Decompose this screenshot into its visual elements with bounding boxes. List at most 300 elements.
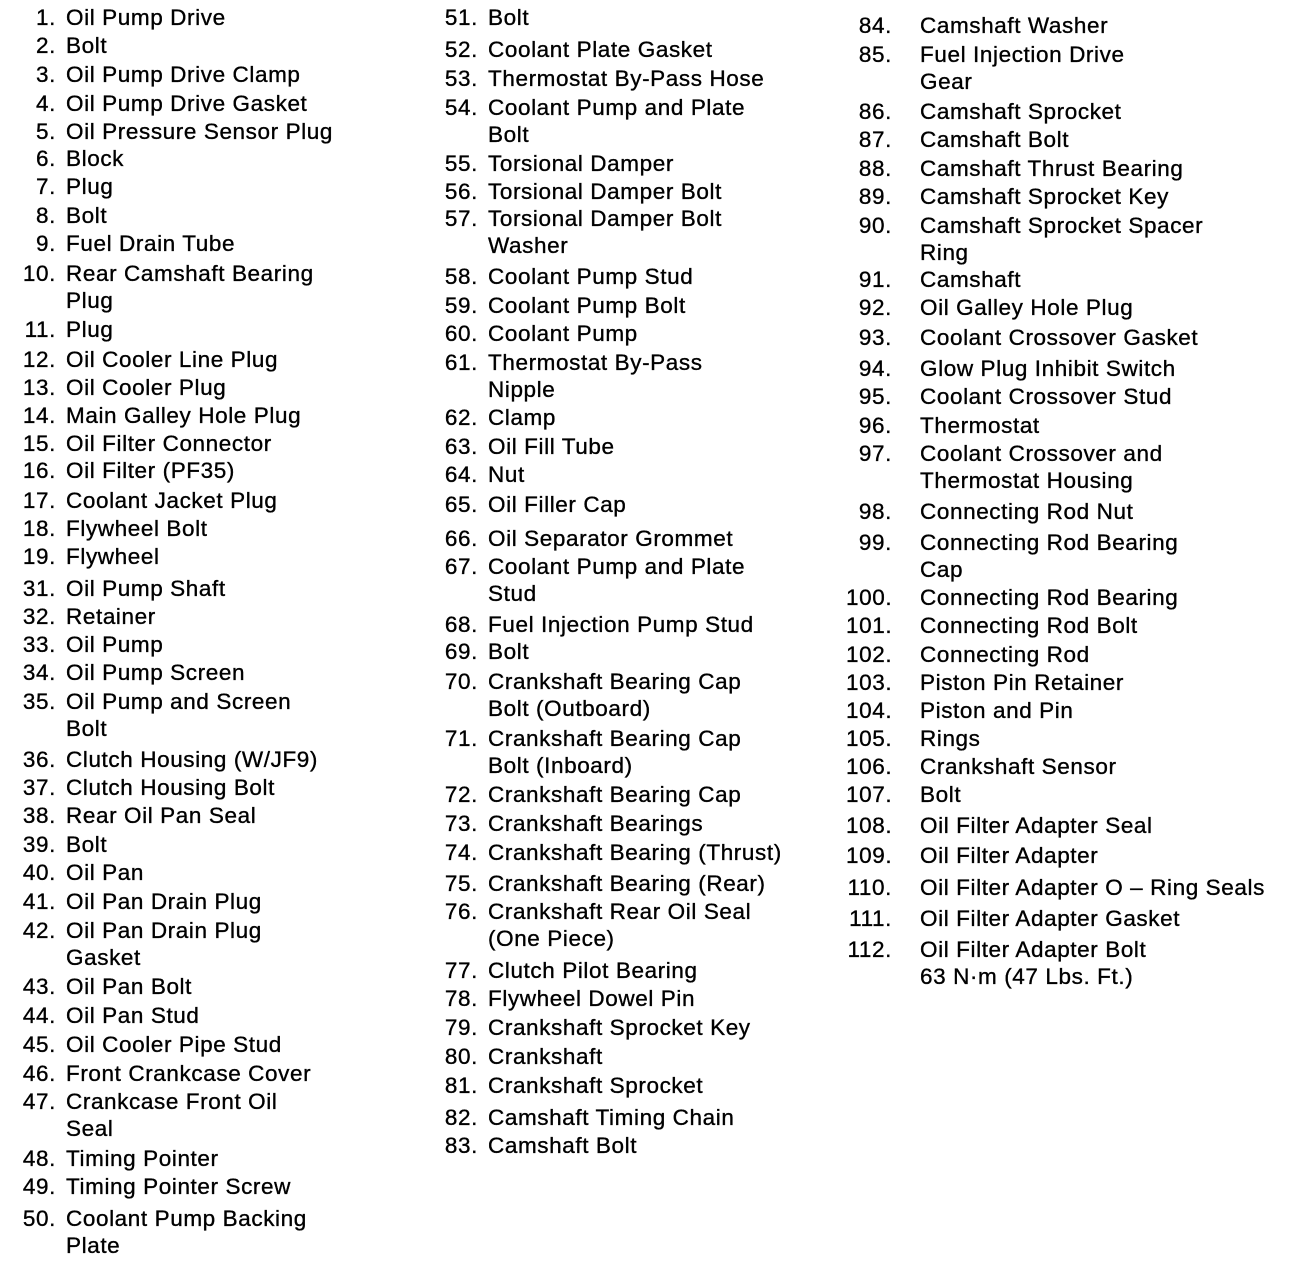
item-number: 99. [858, 530, 892, 555]
item-description-line: Torsional Damper Bolt [488, 179, 722, 204]
item-description [66, 173, 113, 200]
item-description [66, 202, 107, 229]
item-description [488, 178, 722, 205]
item-description-line: Oil Pump Screen [66, 660, 246, 685]
item-number: 104. [846, 698, 893, 723]
item-description [66, 1031, 282, 1058]
item-description [66, 260, 314, 314]
item-description-line: Thermostat By-Pass [488, 350, 703, 375]
item-description-line: Coolant Pump Stud [488, 264, 694, 289]
item-description-line: Clutch Housing Bolt [66, 775, 275, 800]
item-description-line: Camshaft Washer [920, 13, 1109, 38]
item-description-line: Oil Fill Tube [488, 434, 615, 459]
item-description-line: Oil Filter Adapter Seal [920, 813, 1153, 838]
item-description [66, 1173, 291, 1200]
item-description [920, 781, 961, 808]
item-number: 83. [444, 1133, 478, 1158]
item-number: 65. [444, 492, 478, 517]
item-description-line: Crankshaft Sensor [920, 754, 1117, 779]
item-description-line: Coolant Crossover and [920, 441, 1163, 466]
item-description [920, 529, 1178, 583]
item-number: 77. [444, 958, 478, 983]
item-description [488, 320, 638, 347]
item-description [66, 1060, 311, 1087]
item-description [488, 349, 703, 403]
item-number: 89. [858, 184, 892, 209]
item-description-line: Crankshaft Sprocket [488, 1073, 704, 1098]
item-description [920, 874, 1265, 901]
item-number: 91. [858, 267, 892, 292]
item-description-line: Bolt [488, 122, 530, 147]
item-number: 84. [858, 13, 892, 38]
item-number: 3. [36, 62, 56, 87]
item-number: 61. [444, 350, 478, 375]
item-description-line: Oil Filter Adapter Bolt [920, 937, 1147, 962]
item-description-line: Nut [488, 462, 525, 487]
item-description [488, 36, 713, 63]
item-description [488, 433, 615, 460]
item-number: 68. [444, 612, 478, 637]
item-number: 33. [22, 632, 56, 657]
item-description-line: Bolt [66, 203, 108, 228]
item-number: 36. [22, 747, 56, 772]
item-description-line: Oil Filter (PF35) [66, 458, 235, 483]
item-number: 94. [858, 356, 892, 381]
item-number: 67. [444, 554, 478, 579]
item-description [920, 842, 1098, 869]
item-number: 17. [22, 488, 56, 513]
item-description-line: Crankshaft Bearing Cap [488, 726, 742, 751]
item-description-line: Oil Separator Grommet [488, 526, 734, 551]
item-number: 41. [22, 889, 56, 914]
item-description [488, 870, 766, 897]
item-description-line: Coolant Pump [488, 321, 638, 346]
item-description [920, 905, 1180, 932]
item-number: 64. [444, 462, 478, 487]
item-number: 9. [36, 231, 56, 256]
item-description-line: Torsional Damper Bolt [488, 206, 722, 231]
item-description-line: Oil Cooler Plug [66, 375, 227, 400]
item-description-line: Crankshaft Bearing Cap [488, 782, 742, 807]
item-description-line: (One Piece) [488, 926, 615, 951]
item-number: 6. [36, 146, 56, 171]
item-number: 100. [846, 585, 893, 610]
item-number: 50. [22, 1206, 56, 1231]
item-description-line: Bolt (Inboard) [488, 753, 633, 778]
item-description-line: Block [66, 146, 125, 171]
item-description-line: Crankshaft Sprocket Key [488, 1015, 751, 1040]
item-description-line: Coolant Plate Gasket [488, 37, 713, 62]
item-description-line: Bolt [66, 33, 108, 58]
item-description [66, 430, 272, 457]
item-description [488, 611, 754, 638]
item-description [488, 1072, 703, 1099]
item-description [66, 487, 278, 514]
item-description [920, 612, 1138, 639]
item-number: 70. [444, 669, 478, 694]
item-description-line: Oil Pan Bolt [66, 974, 193, 999]
item-description [920, 498, 1133, 525]
item-number: 73. [444, 811, 478, 836]
item-description-line: Oil Pump Drive Gasket [66, 91, 308, 116]
item-description [66, 1205, 307, 1259]
item-number: 39. [22, 832, 56, 857]
item-description [488, 263, 693, 290]
item-description [488, 292, 686, 319]
item-number: 111. [849, 906, 892, 931]
item-number: 60. [444, 321, 478, 346]
item-description [488, 957, 698, 984]
item-description-line: Camshaft Timing Chain [488, 1105, 735, 1130]
item-description-line: Coolant Jacket Plug [66, 488, 278, 513]
item-number: 97. [858, 441, 892, 466]
item-description-line: Fuel Injection Drive [920, 42, 1125, 67]
item-number: 108. [846, 813, 893, 838]
item-description [66, 575, 226, 602]
item-description-line: Piston and Pin [920, 698, 1074, 723]
item-description [920, 725, 981, 752]
item-description-line: Retainer [66, 604, 156, 629]
item-description [66, 831, 107, 858]
item-description-line: Camshaft [920, 267, 1022, 292]
item-description-line: Bolt [488, 5, 530, 30]
item-description-line: Oil Pump Drive [66, 5, 226, 30]
item-description [488, 65, 764, 92]
item-description-line: Oil Pan [66, 860, 144, 885]
item-description-line: Camshaft Bolt [488, 1133, 638, 1158]
item-description-line: Fuel Drain Tube [66, 231, 236, 256]
item-description-line: Front Crankcase Cover [66, 1061, 312, 1086]
item-description-line: Oil Filter Connector [66, 431, 272, 456]
item-description-line: Oil Pump [66, 632, 164, 657]
item-number: 48. [22, 1146, 56, 1171]
item-number: 55. [444, 151, 478, 176]
item-description-line: Thermostat [920, 413, 1040, 438]
item-description [66, 402, 301, 429]
item-description [920, 294, 1133, 321]
item-number: 105. [846, 726, 893, 751]
item-number: 57. [444, 206, 478, 231]
item-description-line: Gear [920, 69, 973, 94]
item-description-line: Bolt [920, 782, 962, 807]
item-description-line: Nipple [488, 377, 556, 402]
item-number: 98. [858, 499, 892, 524]
item-description-line: Thermostat By-Pass Hose [488, 66, 765, 91]
item-description [920, 98, 1122, 125]
item-description-line: Crankshaft Bearings [488, 811, 704, 836]
item-description [66, 688, 291, 742]
item-number: 7. [36, 174, 56, 199]
item-number: 66. [444, 526, 478, 551]
item-description-line: Coolant Pump Bolt [488, 293, 686, 318]
item-description-line: Oil Pump Drive Clamp [66, 62, 301, 87]
item-number: 96. [858, 413, 892, 438]
item-number: 56. [444, 179, 478, 204]
item-number: 11. [24, 317, 56, 342]
item-description [488, 461, 525, 488]
item-number: 79. [444, 1015, 478, 1040]
item-number: 69. [444, 639, 478, 664]
item-description-line: Connecting Rod [920, 642, 1090, 667]
item-description [488, 491, 626, 518]
item-description [66, 603, 156, 630]
item-description [920, 383, 1172, 410]
item-number: 35. [22, 689, 56, 714]
item-description-line: Rear Camshaft Bearing [66, 261, 314, 286]
item-description-line: Flywheel Dowel Pin [488, 986, 696, 1011]
item-number: 42. [22, 918, 56, 943]
item-description-line: Plug [66, 288, 114, 313]
item-description [66, 1145, 219, 1172]
item-description [66, 774, 275, 801]
item-description-line: Gasket [66, 945, 141, 970]
item-number: 46. [22, 1061, 56, 1086]
item-description [488, 1132, 637, 1159]
item-number: 31. [22, 576, 56, 601]
item-description-line: Camshaft Thrust Bearing [920, 156, 1184, 181]
item-description [66, 659, 245, 686]
item-description [66, 515, 208, 542]
item-description [920, 324, 1198, 351]
item-description [488, 725, 741, 779]
item-number: 90. [858, 213, 892, 238]
item-description [488, 839, 782, 866]
item-description-line: Plug [66, 317, 114, 342]
item-description-line: Plug [66, 174, 114, 199]
item-description-line: Crankshaft Bearing (Thrust) [488, 840, 782, 865]
item-number: 109. [846, 843, 893, 868]
item-description-line: Stud [488, 581, 537, 606]
item-description-line: Rear Oil Pan Seal [66, 803, 257, 828]
item-description-line: Plate [66, 1233, 121, 1258]
item-description [66, 746, 318, 773]
item-description-line: Bolt (Outboard) [488, 696, 651, 721]
item-description-line: Coolant Crossover Stud [920, 384, 1173, 409]
item-number: 82. [444, 1105, 478, 1130]
item-description [66, 316, 113, 343]
item-description-line: Flywheel [66, 544, 160, 569]
item-description [920, 440, 1163, 494]
item-description [488, 985, 695, 1012]
item-number: 4. [36, 91, 56, 116]
item-description [920, 41, 1125, 95]
item-description [488, 898, 751, 952]
item-description-line: Piston Pin Retainer [920, 670, 1125, 695]
item-number: 71. [444, 726, 478, 751]
item-description [920, 155, 1184, 182]
item-description [488, 1043, 603, 1070]
item-number: 2. [36, 33, 56, 58]
item-description [66, 145, 124, 172]
item-number: 95. [858, 384, 892, 409]
item-description-line: 63 N·m (47 Lbs. Ft.) [920, 964, 1134, 989]
item-description-line: Connecting Rod Bearing [920, 585, 1179, 610]
item-description [66, 90, 307, 117]
item-description [488, 4, 529, 31]
item-description [920, 669, 1124, 696]
item-description-line: Oil Pressure Sensor Plug [66, 119, 334, 144]
item-description-line: Bolt [66, 832, 108, 857]
item-description [488, 668, 741, 722]
item-description [920, 12, 1108, 39]
item-description-line: Washer [488, 233, 569, 258]
item-description-line: Oil Pump and Screen [66, 689, 292, 714]
item-description [488, 404, 556, 431]
item-number: 110. [847, 875, 892, 900]
item-description [920, 584, 1178, 611]
item-description [488, 1104, 734, 1131]
item-number: 78. [444, 986, 478, 1011]
item-description [66, 374, 226, 401]
item-description [488, 525, 733, 552]
item-description [488, 150, 674, 177]
item-description [920, 183, 1169, 210]
item-number: 10. [22, 261, 56, 286]
item-description [66, 61, 301, 88]
item-description-line: Connecting Rod Bearing [920, 530, 1179, 555]
item-description [66, 4, 226, 31]
item-description-line: Coolant Pump Backing [66, 1206, 307, 1231]
item-description [920, 126, 1069, 153]
item-description-line: Connecting Rod Bolt [920, 613, 1138, 638]
item-number: 101. [846, 613, 893, 638]
item-number: 63. [444, 434, 478, 459]
item-description-line: Camshaft Bolt [920, 127, 1070, 152]
item-description-line: Oil Filter Adapter Gasket [920, 906, 1181, 931]
item-number: 51. [444, 5, 478, 30]
item-description-line: Rings [920, 726, 981, 751]
item-number: 81. [444, 1073, 478, 1098]
item-number: 107. [846, 782, 893, 807]
item-number: 15. [22, 431, 56, 456]
item-number: 87. [858, 127, 892, 152]
item-number: 86. [858, 99, 892, 124]
item-description [66, 859, 144, 886]
item-description-line: Oil Pan Drain Plug [66, 918, 262, 943]
item-number: 53. [444, 66, 478, 91]
item-description [920, 697, 1074, 724]
item-description-line: Ring [920, 240, 969, 265]
item-description-line: Coolant Pump and Plate [488, 95, 746, 120]
item-number: 1. [36, 5, 56, 30]
item-number: 38. [22, 803, 56, 828]
item-number: 75. [444, 871, 478, 896]
item-description-line: Oil Pump Shaft [66, 576, 226, 601]
item-description [920, 936, 1146, 990]
item-number: 112. [847, 937, 892, 962]
item-description-line: Crankshaft Bearing (Rear) [488, 871, 766, 896]
item-description [66, 888, 262, 915]
item-description-line: Fuel Injection Pump Stud [488, 612, 754, 637]
item-description [920, 641, 1090, 668]
item-number: 45. [22, 1032, 56, 1057]
item-description-line: Camshaft Sprocket Spacer [920, 213, 1204, 238]
item-description [66, 32, 107, 59]
item-description [488, 1014, 751, 1041]
item-number: 8. [36, 203, 56, 228]
item-number: 62. [444, 405, 478, 430]
item-description-line: Bolt [66, 716, 108, 741]
item-number: 44. [22, 1003, 56, 1028]
item-number: 103. [846, 670, 893, 695]
item-number: 37. [22, 775, 56, 800]
item-description-line: Camshaft Sprocket [920, 99, 1122, 124]
item-number: 14. [22, 403, 56, 428]
item-description-line: Oil Filter Adapter [920, 843, 1099, 868]
item-description-line: Oil Cooler Line Plug [66, 347, 279, 372]
item-number: 80. [444, 1044, 478, 1069]
item-description [66, 1088, 277, 1142]
item-description-line: Oil Filler Cap [488, 492, 627, 517]
item-description [66, 543, 160, 570]
item-description-line: Main Galley Hole Plug [66, 403, 302, 428]
item-number: 40. [22, 860, 56, 885]
item-description [920, 812, 1153, 839]
item-number: 19. [22, 544, 56, 569]
item-number: 12. [22, 347, 56, 372]
item-description-line: Glow Plug Inhibit Switch [920, 356, 1176, 381]
item-number: 18. [22, 516, 56, 541]
item-number: 47. [22, 1089, 56, 1114]
item-number: 102. [846, 642, 893, 667]
item-number: 76. [444, 899, 478, 924]
item-description [66, 346, 278, 373]
item-number: 58. [444, 264, 478, 289]
item-number: 32. [22, 604, 56, 629]
item-description [488, 94, 745, 148]
item-description [920, 212, 1203, 266]
item-number: 5. [36, 119, 56, 144]
item-description [920, 266, 1021, 293]
item-description [66, 118, 333, 145]
item-number: 43. [22, 974, 56, 999]
item-description-line: Oil Filter Adapter O – Ring Seals [920, 875, 1265, 900]
item-number: 59. [444, 293, 478, 318]
item-number: 106. [846, 754, 893, 779]
item-number: 92. [858, 295, 892, 320]
item-number: 13. [22, 375, 56, 400]
item-description [488, 638, 529, 665]
item-description-line: Crankshaft Rear Oil Seal [488, 899, 752, 924]
item-description-line: Oil Pan Drain Plug [66, 889, 262, 914]
item-description-line: Connecting Rod Nut [920, 499, 1134, 524]
item-description-line: Crankshaft [488, 1044, 603, 1069]
item-description-line: Clutch Pilot Bearing [488, 958, 698, 983]
item-description [66, 1002, 200, 1029]
item-description-line: Torsional Damper [488, 151, 674, 176]
item-number: 93. [858, 325, 892, 350]
item-description-line: Crankcase Front Oil [66, 1089, 278, 1114]
item-description-line: Cap [920, 557, 964, 582]
item-number: 34. [22, 660, 56, 685]
item-number: 54. [444, 95, 478, 120]
item-description-line: Crankshaft Bearing Cap [488, 669, 742, 694]
item-number: 52. [444, 37, 478, 62]
item-description [920, 412, 1040, 439]
item-description-line: Oil Cooler Pipe Stud [66, 1032, 282, 1057]
item-description [920, 753, 1117, 780]
item-number: 72. [444, 782, 478, 807]
item-description [66, 631, 163, 658]
item-number: 49. [22, 1174, 56, 1199]
item-description [920, 355, 1176, 382]
item-description-line: Bolt [488, 639, 530, 664]
item-description [488, 205, 722, 259]
item-description-line: Seal [66, 1116, 114, 1141]
item-description [488, 553, 745, 607]
item-description [66, 917, 262, 971]
item-description-line: Oil Pan Stud [66, 1003, 200, 1028]
